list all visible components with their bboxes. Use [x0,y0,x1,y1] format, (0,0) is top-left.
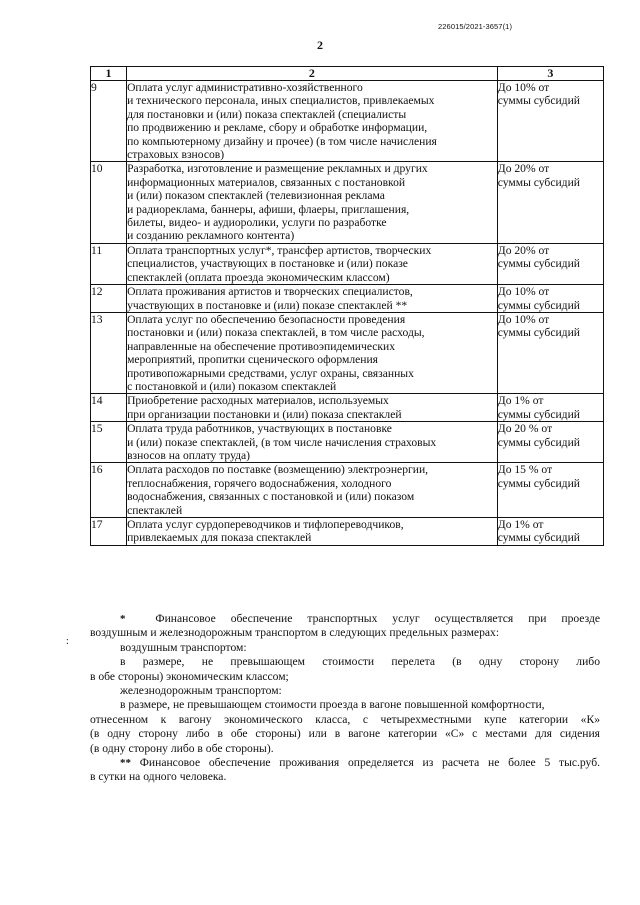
footnotes [90,612,600,785]
expense-description [127,394,498,422]
limit-line: суммы субсидий [497,94,580,108]
description-line: Приобретение расходных материалов, используемых [127,394,389,408]
subsidy-limit [497,81,603,162]
description-line: и созданию рекламного контента) [127,229,295,243]
footnote-mark-single: * [120,613,126,625]
description-line: Оплата труда работников, участвующих в постановке [127,422,392,436]
description-line: спектаклей (оплата проезда экономическим классом) [127,270,390,284]
footnote-mark-double: ** [120,757,131,770]
table-row [91,312,604,393]
limit-line: суммы субсидий [497,326,580,340]
footnote-air-line-2: в обе стороны) экономическим классом; [90,669,289,683]
limit-line: суммы субсидий [497,476,580,490]
subsidy-limit [497,394,603,422]
description-line: билеты, видео- и аудиоролики, услуги по разработке [127,216,387,230]
description-line: с постановкой и (или) показом спектаклей [127,379,337,393]
limit-line: До 20 % от [497,422,553,436]
description-line: Оплата услуг по обеспечению безопасности проведения [127,312,406,326]
page-number: 2 [317,38,323,52]
footnote-lodging-line-2: в сутки на одного человека. [90,770,227,784]
footnote-rail-line-4: (в одну сторону либо в обе стороны). [90,741,274,755]
row-number: 15 [91,422,127,463]
description-line: Оплата расходов по поставке (возмещению) электроэнергии, [127,463,429,477]
description-line: специалистов, участвующих в постановке и (или) показе [127,257,408,271]
table-row [91,243,604,284]
table-header-row [91,67,604,81]
description-line: и (или) показом спектаклей (телевизионная реклама [127,189,385,203]
subsidy-limit [497,162,603,243]
footnote-rail-line-2: отнесенном к вагону экономического класса, с четырехместными купе категории «К» [90,712,600,726]
limit-line: До 20% от [497,162,550,176]
footnote-rail-title: железнодорожным транспортом: [120,684,282,698]
limit-line: суммы субсидий [497,298,580,312]
footnote-air-title: воздушным транспортом: [120,640,247,654]
limit-line: До 10% от [497,285,550,299]
description-line: привлекаемых для показа спектаклей [127,531,312,545]
expense-description [127,463,498,518]
description-line: постановки и (или) показа спектаклей, в том числе расходы, [127,326,425,340]
table-row [91,422,604,463]
footnote-transport-text-1: Финансовое обеспечение транспортных услуг осуществляется при проезде [155,612,601,625]
description-line: по продвижению и рекламе, сбору и обработке информации, [127,121,428,135]
expense-description [127,81,498,162]
description-line: противопожарными средствами, услуг охраны, связанных [127,366,414,380]
expense-description [127,162,498,243]
row-number: 17 [91,518,127,546]
expense-description [127,312,498,393]
description-line: и (или) показе спектаклей, (в том числе начисления страховых [127,435,437,449]
description-line: водоснабжения, связанных с постановкой и (или) показом [127,490,415,504]
subsidy-limit [497,243,603,284]
description-line: мероприятий, пропитки сценического оформления [127,353,379,367]
table-row [91,463,604,518]
description-line: направленные на обеспечение противоэпидемических [127,339,396,353]
table-row [91,518,604,546]
description-line: по компьютерному дизайну и прочее) (в том числе начисления [127,134,437,148]
table-row [91,81,604,162]
limit-line: суммы субсидий [497,175,580,189]
description-line: теплоснабжения, горячего водоснабжения, холодного [127,476,392,490]
table-body [91,81,604,546]
description-line: информационных материалов, связанных с постановкой [127,175,406,189]
footnote-lodging-text-1: Финансовое обеспечение проживания определяется из расчета не более 5 тыс.руб. [139,756,600,770]
description-line: и радиореклама, баннеры, афиши, флаеры, приглашения, [127,202,410,216]
description-line: участвующих в постановке и (или) показе спектаклей ** [127,298,408,312]
row-number: 9 [91,81,127,162]
row-number: 11 [91,243,127,284]
column-header-limit: 3 [497,67,603,81]
table-row [91,394,604,422]
margin-mark: : [66,636,69,647]
description-line: Оплата услуг сурдопереводчиков и тифлопереводчиков, [127,518,404,531]
footnote-air-line-1: в размере, не превышающем стоимости перелета (в одну сторону либо [120,655,600,669]
document-id: 226015/2021-3657(1) [438,22,513,31]
row-number: 16 [91,463,127,518]
expense-description [127,422,498,463]
limit-line: До 20% от [497,243,550,257]
expense-description [127,518,498,546]
table-row [91,162,604,243]
footnote-lodging-line-1 [90,756,600,770]
subsidy-expense-table [90,66,604,546]
limit-line: суммы субсидий [497,531,580,545]
subsidy-limit [497,312,603,393]
row-number: 12 [91,285,127,313]
row-number: 10 [91,162,127,243]
expense-description [127,243,498,284]
description-line: Оплата транспортных услуг*, трансфер артистов, творческих [127,243,432,257]
description-line: спектаклей [127,503,183,517]
description-line: Разработка, изготовление и размещение рекламных и других [127,162,428,176]
table-row [91,285,604,313]
limit-line: суммы субсидий [497,407,580,421]
limit-line: До 10% от [497,312,550,326]
limit-line: До 15 % от [497,463,553,477]
subsidy-limit [497,422,603,463]
footnote-transport-line-2: воздушным и железнодорожным транспортом в следующих предельных размерах: [90,626,500,640]
description-line: для постановки и (или) показа спектаклей (специалисты [127,107,407,121]
limit-line: До 1% от [497,394,544,408]
column-header-number: 1 [91,67,127,81]
limit-line: До 10% от [497,81,550,94]
subsidy-limit [497,463,603,518]
description-line: и технического персонала, иных специалистов, привлекаемых [127,94,435,108]
description-line: страховых взносов) [127,148,225,162]
expense-description [127,285,498,313]
limit-line: До 1% от [497,518,544,531]
column-header-description: 2 [127,67,498,81]
description-line: при организации постановки и (или) показа спектаклей [127,407,402,421]
row-number: 14 [91,394,127,422]
description-line: Оплата проживания артистов и творческих специалистов, [127,285,413,299]
limit-line: суммы субсидий [497,257,580,271]
footnote-rail-line-1: в размере, не превышающем стоимости проезда в вагоне повышенной комфортности, [120,698,545,712]
subsidy-limit [497,518,603,546]
description-line: взносов на оплату труда) [127,448,251,462]
row-number: 13 [91,312,127,393]
footnote-rail-line-3: (в одну сторону либо в обе стороны) или в вагоне категории «С» с местами для сидения [90,727,600,741]
subsidy-limit [497,285,603,313]
description-line: Оплата услуг административно-хозяйственного [127,81,363,94]
limit-line: суммы субсидий [497,435,580,449]
footnote-transport-line-1 [90,612,600,626]
